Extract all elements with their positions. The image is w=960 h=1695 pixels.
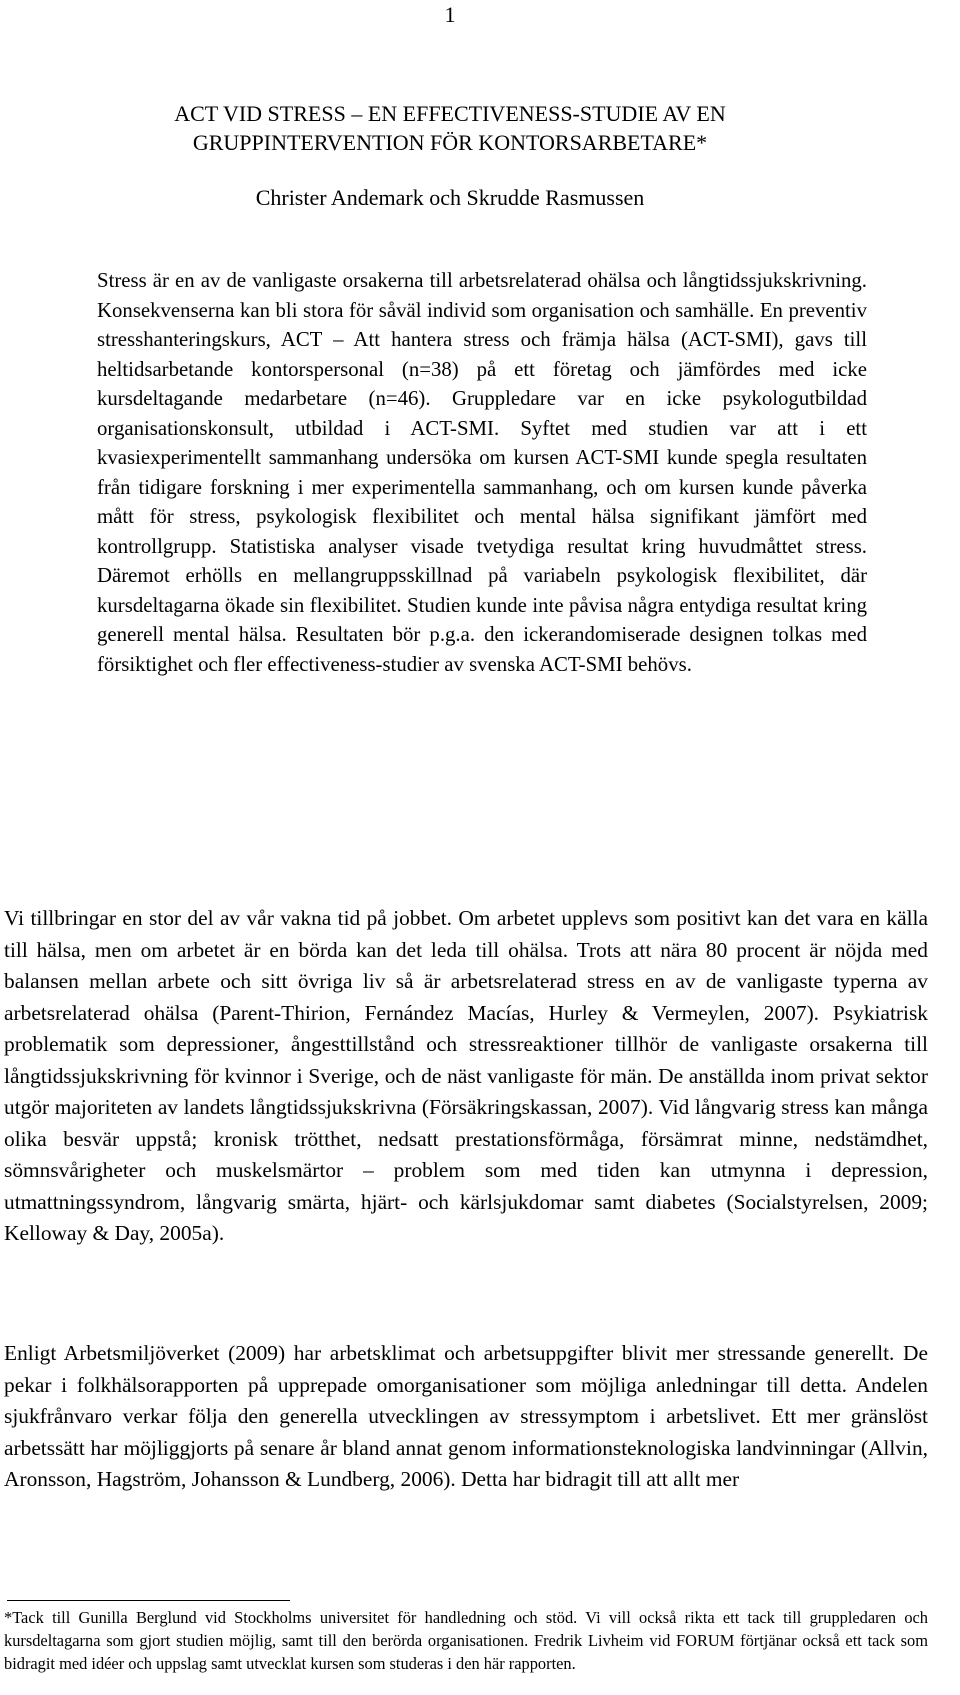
abstract: Stress är en av de vanligaste orsakerna till arbetsrelaterad ohälsa och långtidssjukskrivning. Konsekvenserna kan bli stora för såväl individ som organisation och samhälle. En preventiv stresshanteringskurs, ACT – Att hantera stress och främja hälsa (ACT-SMI), gavs till heltidsarbetande kontorspersonal (n=38) på ett företag och jämfördes med icke kursdeltagande medarbetare (n=46). Gruppledare var en icke psykologutbildad organisationskonsult, utbildad i ACT-SMI. Syftet med studien var att i ett kvasiexperimentellt sammanhang undersöka om kursen ACT-SMI kunde spegla resultaten från tidigare forskning i mer experimentella sammanhang, och om kursen kunde påverka mått för stress, psykologisk flexibilitet och mental hälsa signifikant jämfört med kontrollgrupp. Statistiska analyser visade tvetydiga resultat kring huvudmåttet stress. Däremot erhölls en mellangruppsskillnad på variabeln psykologisk flexibilitet, där kursdeltagarna ökade sin flexibilitet. Studien kunde inte påvisa några entydiga resultat kring generell mental hälsa. Resultaten bör p.g.a. den ickerandomiserade designen tolkas med försiktighet och fler effectiveness-studier av svenska ACT-SMI behövs.: [97, 269, 867, 676]
body-paragraph: Enligt Arbetsmiljöverket (2009) har arbetsklimat och arbetsuppgifter blivit mer stressande generellt. De pekar i folkhälsorapporten på upprepade omorganisationer som möjliga anledningar till detta. Andelen sjukfrånvaro verkar följa den generella utvecklingen av stressymptom i arbetslivet. Ett mer gränslöst arbetssätt har möjliggjorts på senare år bland annat genom informationsteknologiska landvinningar (Allvin, Aronsson, Hagström, Johansson & Lundberg, 2006). Detta har bidragit till att allt mer: [4, 1341, 928, 1491]
paper-title: [100, 99, 800, 157]
body-paragraph: Vi tillbringar en stor del av vår vakna tid på jobbet. Om arbetet upplevs som positivt kan det vara en källa till hälsa, men om arbetet är en börda kan det leda till ohälsa. Trots att nära 80 procent är nöjda med balansen mellan arbete och sitt övriga liv så är arbetsrelaterad stress en av de vanligaste typerna av arbetsrelaterad ohälsa (Parent-Thirion, Fernández Macías, Hurley & Vermeylen, 2007). Psykiatrisk problematik som depressioner, ångesttillstånd och stressreaktioner tillhör de vanligaste orsakerna till långtidssjukskrivning för kvinnor i Sverige, och de näst vanligaste för män. De anställda inom privat sektor utgör majoriteten av landets långtidssjukskrivna (Försäkringskassan, 2007). Vid långvarig stress kan många olika besvär uppstå; kronisk trötthet, nedsatt prestationsförmåga, försämrat minne, nedstämdhet, sömnsvårigheter och muskelsmärtor – problem som med tiden kan utmynna i depression, utmattningssyndrom, långvarig smärta, hjärt- och kärlsjukdomar samt diabetes (Socialstyrelsen, 2009; Kelloway & Day, 2005a).: [4, 906, 928, 1245]
authors: Christer Andemark och Skrudde Rasmussen: [255, 185, 645, 210]
page-number: 1: [444, 2, 456, 27]
footnote-separator: [7, 1600, 290, 1601]
title-line-1: ACT VID STRESS – EN EFFECTIVENESS-STUDIE AV EN: [174, 101, 726, 126]
footnote: *Tack till Gunilla Berglund vid Stockholms universitet för handledning och stöd. Vi vill också rikta ett tack till gruppledaren och kursdeltagarna som gjort studien möjlig, samt till den berörda organisationen. Fredrik Livheim vid FORUM förtjänar också ett tack som bidragit med idéer och uppslag samt utvecklat kursen som studeras i den här rapporten.: [4, 1608, 928, 1673]
title-line-2: GRUPPINTERVENTION FÖR KONTORSARBETARE*: [192, 130, 708, 155]
